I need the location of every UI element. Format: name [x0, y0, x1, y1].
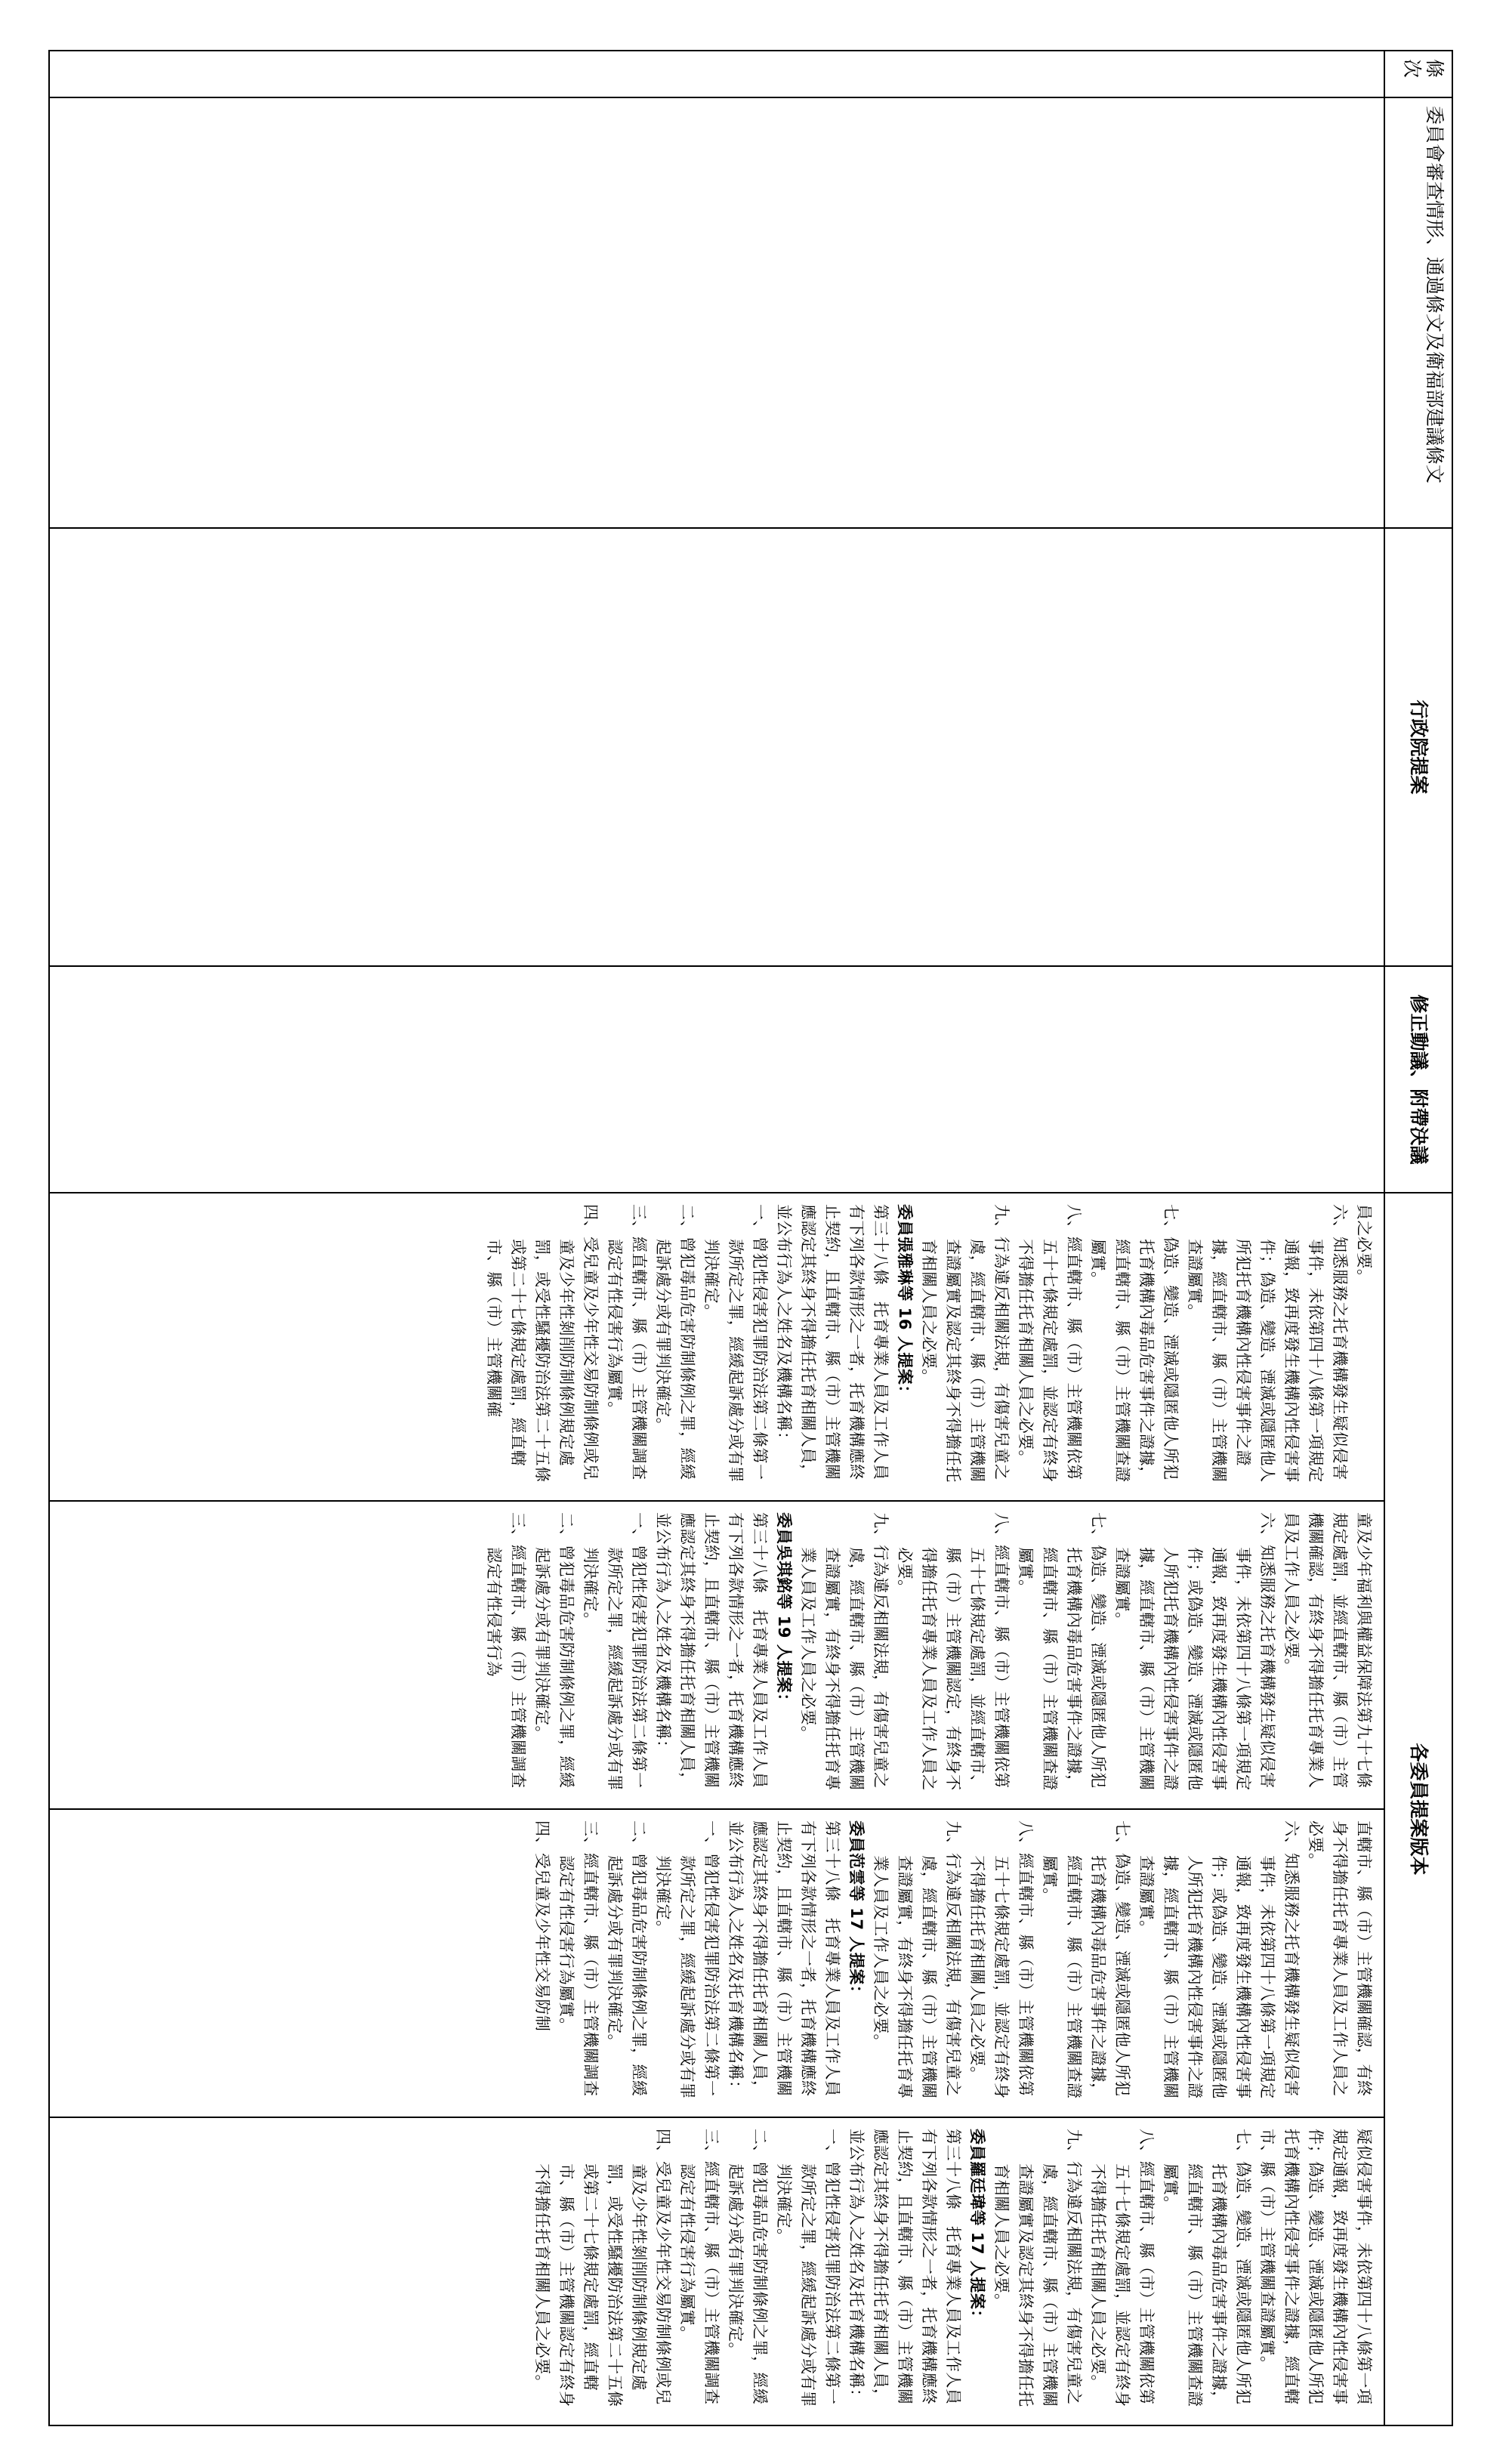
version-column: [50, 1193, 1384, 1500]
provision-text: 一、曾犯性侵害犯罪防治法第二條第一款所定之罪，經緩起訴處分或有罪判決確定。: [582, 1512, 648, 1791]
provision-text: 七、偽造、變造、湮滅或隱匿他人所犯托育機構內毒品危害事件之證據，經直轄市、縣（市）主管機關查證屬實。: [1041, 1820, 1131, 2099]
version-column: [50, 2117, 1384, 2425]
provision-text: 七、偽造、變造、湮滅或隱匿他人所犯托育機構內毒品危害事件之證據，經直轄市、縣（市）主管機關查證屬實。: [1017, 1512, 1107, 1791]
header-committee-versions: 各委員提案版本: [1384, 1193, 1452, 2425]
version-column: [50, 1808, 1384, 2117]
rotated-comparison-table: [48, 50, 1453, 2426]
proposer-heading: 委員吳琪銘等 19 人提案：: [775, 1512, 793, 1709]
provision-text: 九、行為違反相關法規，有傷害兒童之虞，經直轄市、縣（市）主管機關查證屬實，有終身不得擔任托育專業人員及工作人員之必要。: [799, 1512, 890, 1791]
provision-text: 第三十八條 托育專業人員及工作人員有下列各款情形之一者，托育機構應終止契約，且直轄市、縣（市）主管機關應認定其終身不得擔任托育相關人員，並公布行為人之姓名及機構名稱：: [654, 1512, 769, 1789]
version-column: [50, 1500, 1384, 1808]
cell-amendments: [49, 966, 1384, 1193]
provision-text: 八、經直轄市、縣（市）主管機關依第五十七條規定處罰，並認定有終身不得擔任托育相關人員之必要。: [1017, 1204, 1083, 1483]
provision-text: 四、受兒童及少年性交易防制: [533, 1820, 551, 2032]
provision-text: 七、偽造、變造、湮滅或隱匿他人所犯托育機構內毒品危害事件之證據，經直轄市、縣（市）主管機關查證屬實。: [1089, 1204, 1180, 1483]
header-committee-review: 委員會審查情形、通過條文及衛福部建議條文: [1384, 97, 1452, 528]
provision-text: 九、行為違反相關法規，有傷害兒童之虞，經直轄市、縣（市）主管機關查證屬實及認定其終身不得擔任托育相關人員之必要。: [992, 2129, 1083, 2407]
provision-text: 八、經直轄市、縣（市）主管機關依第五十七條規定處罰，並認定有終身不得擔任托育相關人員之必要。: [968, 1820, 1035, 2099]
comparison-table: [48, 50, 1453, 2426]
provision-text: 一、曾犯性侵害犯罪防治法第二條第一款所定之罪，經緩起訴處分或有罪判決確定。: [702, 1204, 769, 1483]
cell-article-no: [49, 51, 1384, 97]
proposer-heading: 委員張雅琳等 16 人提案：: [896, 1204, 914, 1401]
provision-text: 八、經直轄市、縣（市）主管機關依第五十七條規定處罰，並經直轄市、縣（市）主管機關認定，有終身不得擔任托育專業人員及工作人員之必要。: [896, 1512, 1011, 1791]
provision-text: 一、曾犯性侵害犯罪防治法第二條第一款所定之罪，經緩起訴處分或有罪判決確定。: [654, 1820, 721, 2099]
provision-text: 一、曾犯性侵害犯罪防治法第二條第一款所定之罪，經緩起訴處分或有罪判決確定。: [775, 2129, 841, 2407]
provision-text: 三、經直轄市、縣（市）主管機關調查認定有性侵害行為屬實。: [606, 1204, 648, 1481]
provision-text: 四、受兒童及少年性交易防制條例或兒童及少年性剝削防制條例規定處罰，或受性騷擾防治法第二十五條或第二十七條規定處罰，經直轄市、縣（市）主管機關認定有終身不得擔任托育相關人員之必要。: [533, 2129, 672, 2407]
provision-text: 六、知悉服務之托育機構發生疑似侵害事件，未依第四十八條第一項規定通報，致再度發生機構內性侵害事件；偽造、變造、湮滅或隱匿他人所犯托育機構內性侵害事件之證據，經直轄市、縣（市）主管機關查證屬實。: [1186, 1204, 1349, 1483]
provision-text: 二、曾犯毒品危害防制條例之罪，經緩起訴處分或有罪判決確定。: [606, 1820, 648, 2097]
provision-text: 第三十八條 托育專業人員及工作人員有下列各款情形之一者，托育機構應終止契約，且直轄市、縣（市）主管機關應認定其終身不得擔任托育相關人員，並公布行為人之姓名及機構名稱：: [775, 1204, 890, 1481]
provision-text: 二、曾犯毒品危害防制條例之罪，經緩起訴處分或有罪判決確定。: [727, 2129, 769, 2405]
provision-text: 童及少年福利與權益保障法第九十七條規定處罰，並經直轄市、縣（市）主管機關確認，有終身不得擔任托育專業人員及工作人員之必要。: [1282, 1512, 1373, 1789]
proposer-heading: 委員范雲等 17 人提案：: [847, 1820, 866, 2002]
provision-text: 二、曾犯毒品危害防制條例之罪，經緩起訴處分或有罪判決確定。: [654, 1204, 696, 1481]
provision-text: 第三十八條 托育專業人員及工作人員有下列各款情形之一者，托育機構應終止契約，且直轄市、縣（市）主管機關應認定其終身不得擔任托育相關人員，並公布行為人之姓名及托育機構名稱：: [847, 2129, 962, 2405]
cell-committee-review: [49, 97, 1384, 528]
provision-text: 直轄市、縣（市）主管機關確認，有終身不得擔任托育專業人員及工作人員之必要。: [1307, 1820, 1373, 2097]
header-executive-bill: 行政院提案: [1384, 528, 1452, 966]
provision-text: 員之必要。: [1355, 1204, 1373, 1286]
provision-text: 六、知悉服務之托育機構發生疑似侵害事件，未依第四十八條第一項規定通報，致再度發生機構內性侵害事件；或偽造、變造、湮滅或隱匿他人所犯托育機構內性侵害事件之證據，經直轄市、縣（市）主管機關查證屬實。: [1137, 1820, 1301, 2099]
header-amendments: 修正動議、附帶決議: [1384, 966, 1452, 1193]
cell-committee-versions: [49, 1193, 1384, 2425]
provision-text: 九、行為違反相關法規，有傷害兒童之虞，經直轄市、縣（市）主管機關查證屬實，有終身不得擔任托育專業人員及工作人員之必要。: [872, 1820, 962, 2099]
provision-text: 九、行為違反相關法規，有傷害兒童之虞，經直轄市、縣（市）主管機關查證屬實及認定其終身不得擔任托育相關人員之必要。: [920, 1204, 1011, 1483]
provision-text: 三、經直轄市、縣（市）主管機關調查認定有性侵害行為屬實。: [557, 1820, 600, 2097]
provision-text: 第三十八條 托育專業人員及工作人員有下列各款情形之一者，托育機構應終止契約，且直轄市、縣（市）主管機關應認定其終身不得擔任托育相關人員，並公布行為人之姓名及托育機構名稱：: [727, 1820, 841, 2097]
provision-text: 四、受兒童及少年性交易防制條例或兒童及少年性剝削防制條例規定處罰，或受性騷擾防治法第二十五條或第二十七條規定處罰，經直轄市、縣（市）主管機關確: [485, 1204, 600, 1483]
provision-text: 三、經直轄市、縣（市）主管機關調查認定有性侵害行為: [485, 1512, 527, 1789]
header-article-no: 條次: [1384, 51, 1452, 97]
committee-versions-columns: [50, 1193, 1384, 2425]
provision-text: 三、經直轄市、縣（市）主管機關調查認定有性侵害行為屬實。: [678, 2129, 721, 2405]
cell-executive-bill: [49, 528, 1384, 966]
proposer-heading: 委員羅廷瑋等 17 人提案：: [968, 2129, 986, 2326]
provision-text: 八、經直轄市、縣（市）主管機關依第五十七條規定處罰，並認定有終身不得擔任托育相關人員之必要。: [1089, 2129, 1156, 2407]
provision-text: 七、偽造、變造、湮滅或隱匿他人所犯托育機構內毒品危害事件之證據，經直轄市、縣（市）主管機關查證屬實。: [1162, 2129, 1252, 2407]
provision-text: 六、知悉服務之托育機構發生疑似侵害事件，未依第四十八條第一項規定通報，致再度發生機構內性侵害事件；或偽造、變造、湮滅或隱匿他人所犯托育機構內性侵害事件之證據，經直轄市、縣（市）主管機關查證屬實。: [1113, 1512, 1276, 1791]
provision-text: 疑似侵害事件，未依第四十八條第一項規定通報，致再度發生機構內性侵害事件；偽造、變造、湮滅或隱匿他人所犯托育機構內性侵害事件之證據，經直轄市、縣（市）主管機關查證屬實。: [1258, 2129, 1373, 2405]
provision-text: 二、曾犯毒品危害防制條例之罪，經緩起訴處分或有罪判決確定。: [533, 1512, 576, 1789]
